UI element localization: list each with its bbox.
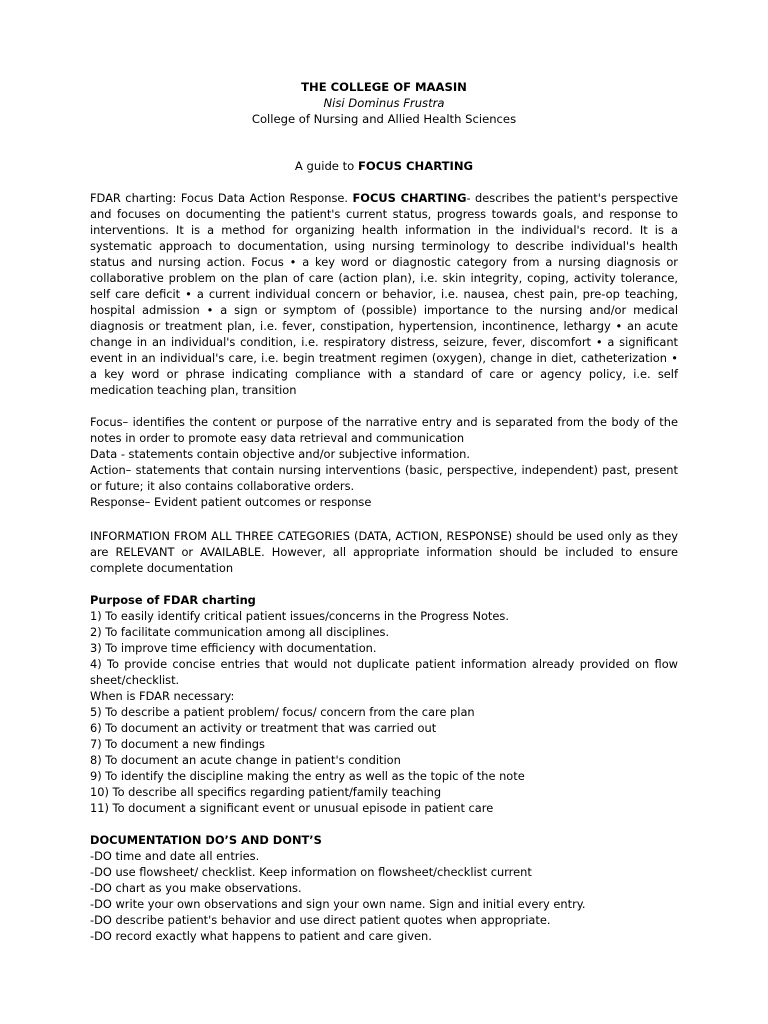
guide-title-bold: FOCUS CHARTING [357,159,474,173]
purpose-section [90,592,678,816]
intro-paragraph [90,190,678,398]
college-name: THE COLLEGE OF MAASIN [301,80,467,94]
intro-bold-term: FOCUS CHARTING [352,191,467,205]
list-item: 7) To document a new findings [90,737,265,751]
definition-focus: Focus– identifies the content or purpose of the narrative entry and is separated from the body of the notes in order to promote easy data retrieval and communication [90,415,678,445]
document-header [0,79,768,127]
definitions-section [90,414,678,510]
guide-prefix: A guide to [294,159,358,173]
list-item: -DO time and date all entries. [90,849,260,863]
list-item: -DO use flowsheet/ checklist. Keep information on flowsheet/checklist current [90,865,532,879]
list-item: -DO chart as you make observations. [90,881,302,895]
guide-title [0,158,768,174]
intro-text: - describes the patient's perspective and focuses on documenting the patient's current status, progress towards goals, and response to interventions. It is a method for organizing health information in the individual's record. It is a systematic approach to documentation, using nursing terminology to describe individual's health status and nursing action. Focus • a key word or diagnostic category from a nursing diagnosis or collaborative problem on the plan of care (action plan), i.e. skin integrity, coping, activity tolerance, self care deficit • a current individual concern or behavior, i.e. nausea, chest pain, pre-op teaching, hospital admission • a sign or symptom of (possible) importance to the nursing and/or medical diagnosis or treatment plan, i.e. fever, constipation, hypertension, incontinence, lethargy • an acute change in an individual's condition, i.e. respiratory distress, seizure, fever, discomfort • a significant event in an individual's care, i.e. begin treatment regimen (oxygen), change in diet, catheterization • a key word or phrase indicating compliance with a standard of care or agency policy, i.e. self medication teaching plan, transition [90,191,678,397]
information-text: INFORMATION FROM ALL THREE CATEGORIES (DATA, ACTION, RESPONSE) should be used only as they are RELEVANT or AVAILABLE. However, all appropriate information should be included to ensure complete documentation [90,529,678,575]
college-motto: Nisi Dominus Frustra [323,96,445,110]
definition-action: Action– statements that contain nursing interventions (basic, perspective, independent) past, present or future; it also contains collaborative orders. [90,463,678,493]
dos-section [90,832,678,944]
list-item: 3) To improve time efficiency with documentation. [90,641,377,655]
list-item: 1) To easily identify critical patient issues/concerns in the Progress Notes. [90,609,509,623]
list-item: 5) To describe a patient problem/ focus/ concern from the care plan [90,705,475,719]
list-item: 8) To document an acute change in patient's condition [90,753,401,767]
department-name: College of Nursing and Allied Health Sciences [251,112,517,126]
list-item: 2) To facilitate communication among all disciplines. [90,625,390,639]
dos-heading: DOCUMENTATION DO’S AND DONT’S [90,833,322,847]
list-item: -DO describe patient's behavior and use direct patient quotes when appropriate. [90,913,551,927]
list-item: 11) To document a significant event or unusual episode in patient care [90,801,494,815]
list-item: 6) To document an activity or treatment that was carried out [90,721,437,735]
intro-lead: FDAR charting: Focus Data Action Response. [90,191,353,205]
list-item: 4) To provide concise entries that would not duplicate patient information already provided on flow sheet/checklist. [90,657,678,687]
when-heading: When is FDAR necessary: [90,689,235,703]
list-item: -DO write your own observations and sign your own name. Sign and initial every entry. [90,897,586,911]
purpose-heading: Purpose of FDAR charting [90,593,256,607]
information-paragraph [90,528,678,576]
definition-response: Response– Evident patient outcomes or response [90,495,372,509]
definition-data: Data - statements contain objective and/or subjective information. [90,447,471,461]
list-item: 9) To identify the discipline making the entry as well as the topic of the note [90,769,525,783]
list-item: 10) To describe all specifics regarding patient/family teaching [90,785,442,799]
list-item: -DO record exactly what happens to patient and care given. [90,929,432,943]
